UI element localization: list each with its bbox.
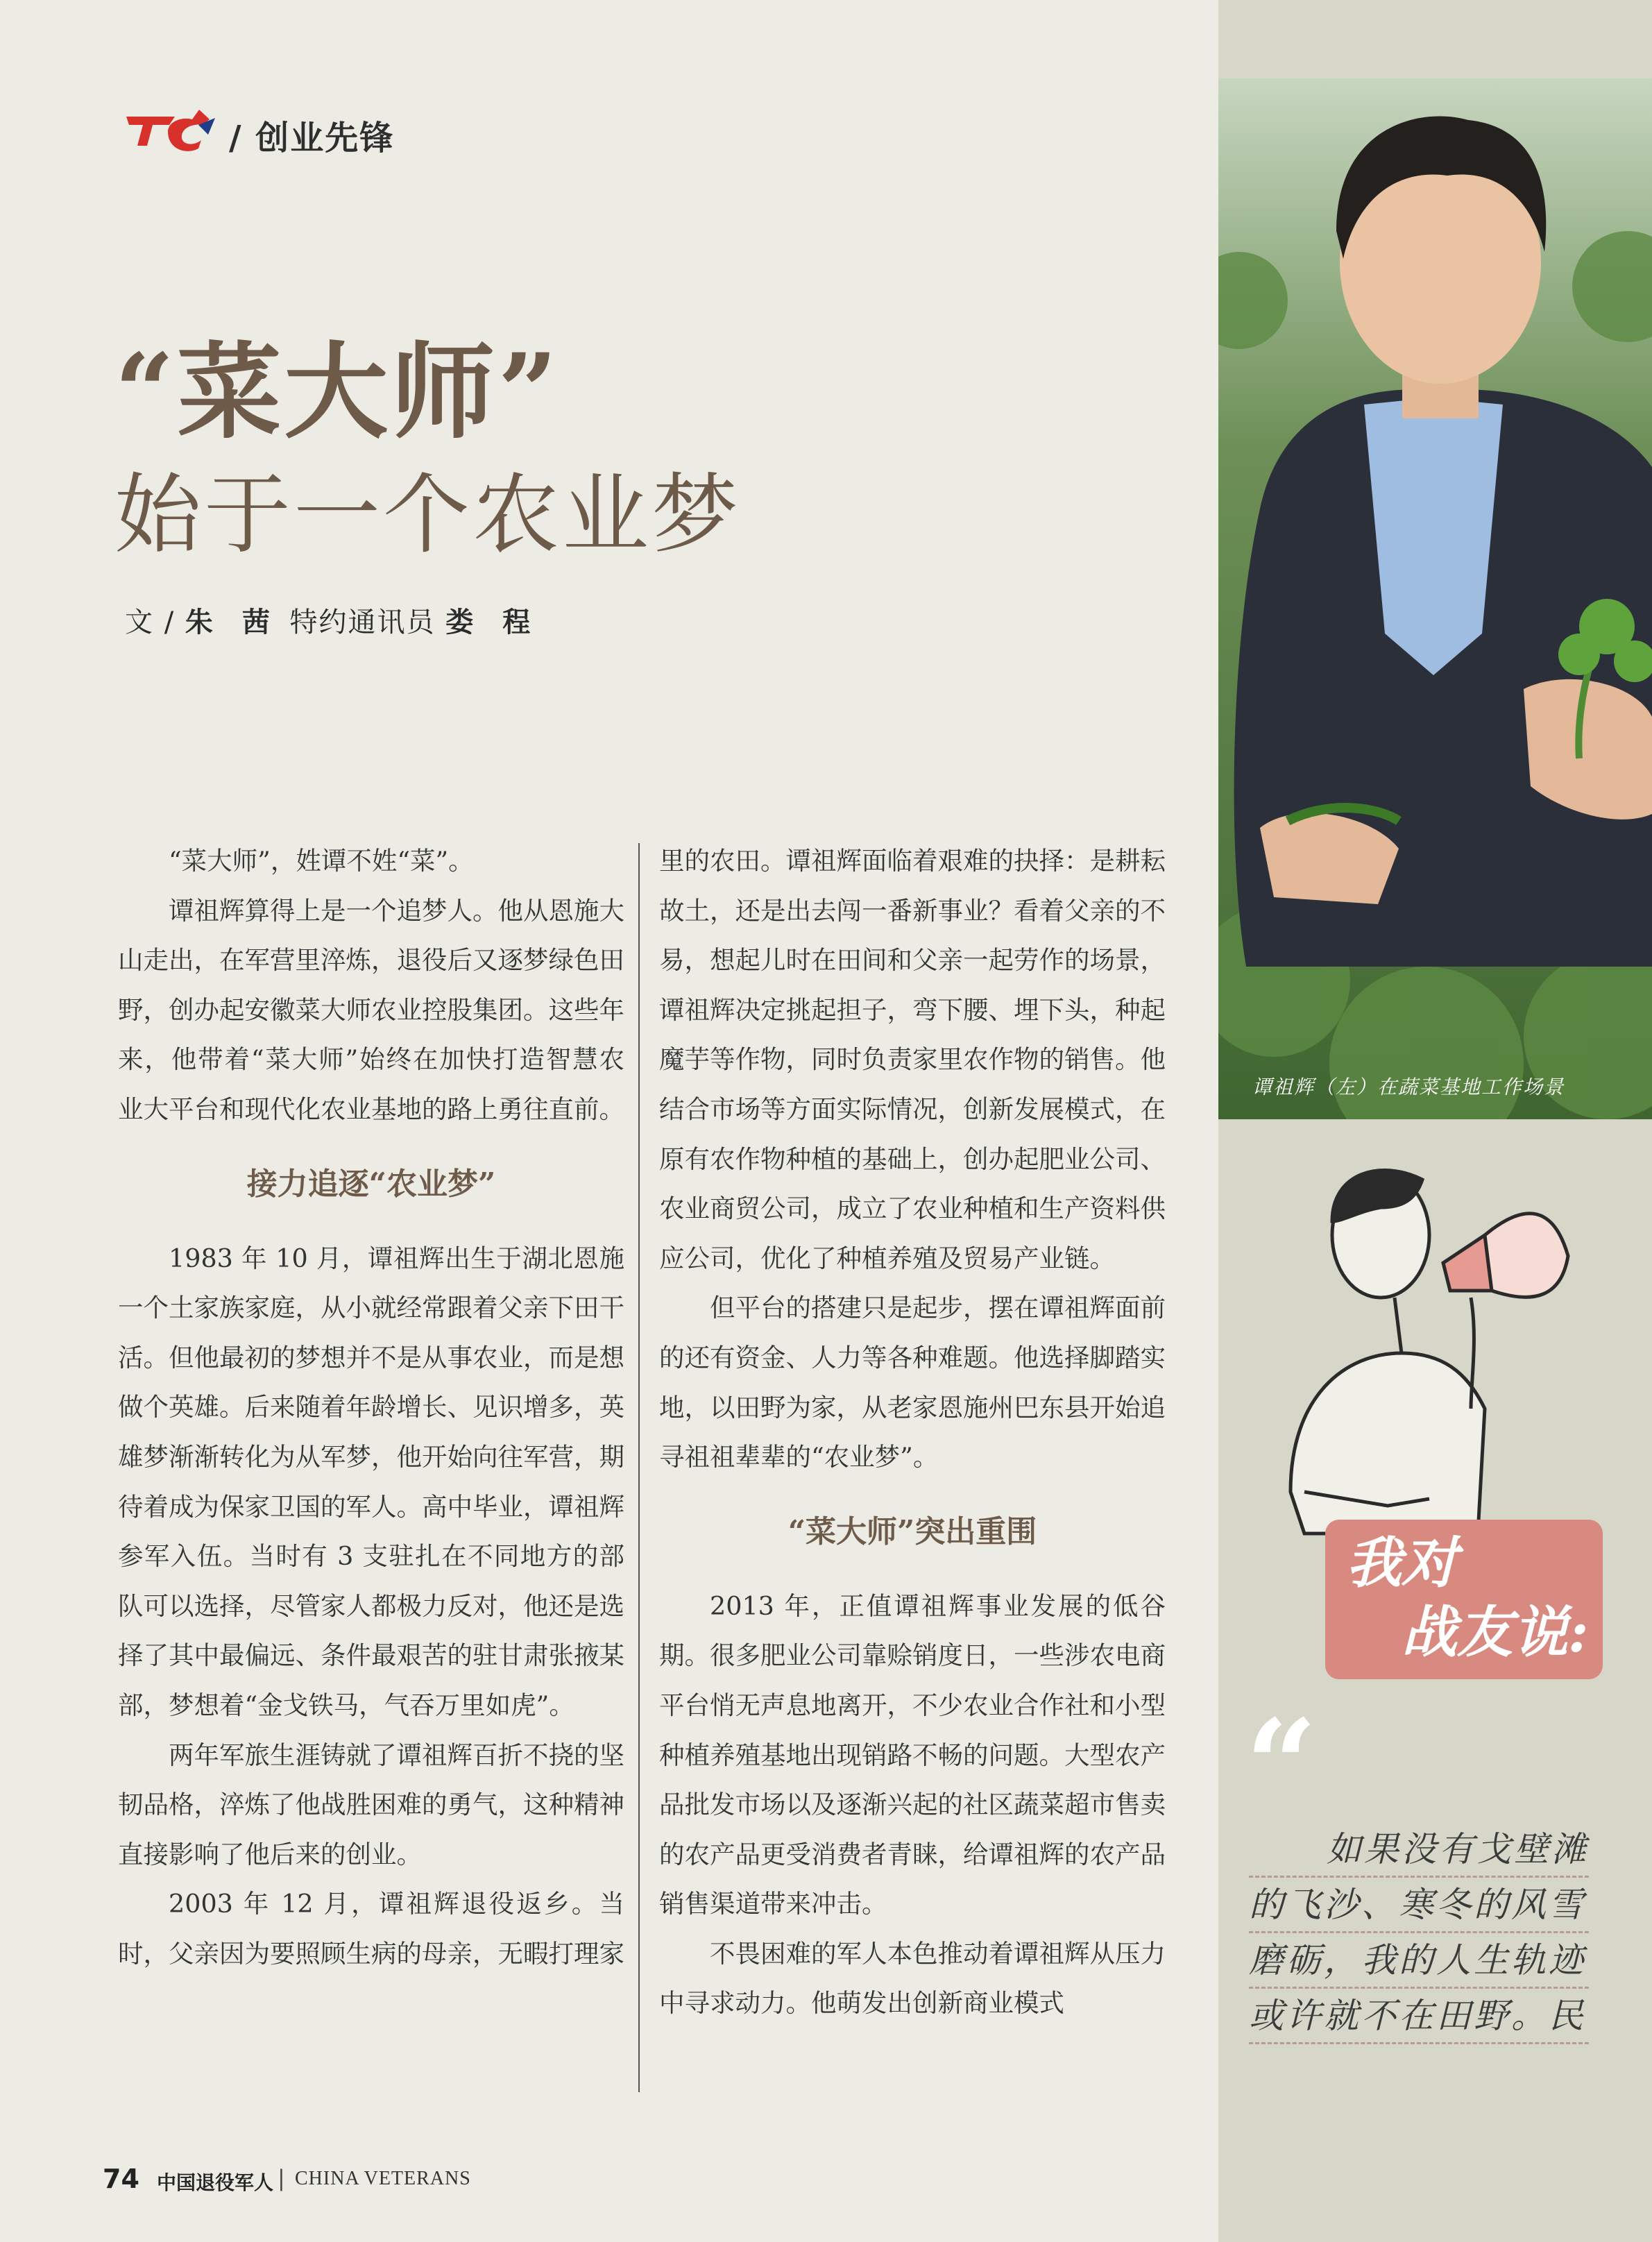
quote-line: 的飞沙、寒冬的风雪 <box>1249 1877 1589 1933</box>
section-label: / 创业先锋 <box>229 119 395 158</box>
paragraph: 1983 年 10 月，谭祖辉出生于湖北恩施一个土家族家庭，从小就经常跟着父亲下田干活。但他最初的梦想并不是从事农业，而是想做个英雄。后来随着年龄增长、见识增多，英雄梦渐渐转化为从军梦，他开始向往军营，期待着成为保家卫国的军人。高中毕业，谭祖辉参军入伍。当时有 3 支驻扎在不同地方的部队可以选择，尽管家人都极力反对，他还是选择了其中最偏远、条件最艰苦的驻甘肃张掖某部，梦想着“金戈铁马，气吞万里如虎”。 <box>118 1243 624 1720</box>
illus-title-line2: 战友说: <box>1402 1599 1589 1665</box>
paragraph: 两年军旅生涯铸就了谭祖辉百折不挠的坚韧品格，淬炼了他战胜困难的勇气，这种精神直接影响了他后来的创业。 <box>118 1740 624 1869</box>
page-number: 74 <box>103 2164 139 2194</box>
paragraph: 不畏困难的军人本色推动着谭祖辉从压力中寻求动力。他萌发出创新商业模式 <box>659 1938 1166 2019</box>
paragraph: 里的农田。谭祖辉面临着艰难的抉择：是耕耘故土，还是出去闯一番新事业？看着父亲的不易，想起儿时在田间和父亲一起劳作的场景，谭祖辉决定挑起担子，弯下腰、埋下头，种起魔芋等作物，同时负责家里农作物的销售。他结合市场等方面实际情况，创新发展模式，在原有农作物种植的基础上，创办起肥业公司、农业商贸公司，成立了农业种植和生产资料供应公司，优化了种植养殖及贸易产业链。 <box>659 846 1166 1273</box>
section-heading: 接力追逐“农业梦” <box>246 1166 496 1202</box>
magazine-english-name: CHINA VETERANS <box>295 2168 471 2189</box>
paragraph: “菜大师”，姓谭不姓“菜”。 <box>169 846 474 876</box>
paragraph: 谭祖辉算得上是一个追梦人。他从恩施大山走出，在军营里淬炼，退役后又逐梦绿色田野，创办起安徽菜大师农业控股集团。这些年来，他带着“菜大师”始终在加快打造智慧农业大平台和现代化农业基地的路上勇往直前。 <box>118 895 624 1124</box>
quote-line: 磨砺，我的人生轨迹 <box>1249 1933 1589 1989</box>
article-subtitle: 始于一个农业梦 <box>114 465 741 566</box>
paragraph: 2013 年，正值谭祖辉事业发展的低谷期。很多肥业公司靠赊销度日，一些涉农电商平台悄无声息地离开，不少农业合作社和小型种植养殖基地出现销路不畅的问题。大型农产品批发市场以及逐渐兴起的社区蔬菜超市售卖的农产品更受消费者青睐，给谭祖辉的农产品销售渠道带来冲击。 <box>659 1590 1166 1919</box>
byline-prefix: 文 / <box>125 606 185 638</box>
quote-mark-icon: “ <box>1245 1692 1318 1839</box>
article-column-left <box>118 836 624 1978</box>
photo-caption: 谭祖辉（左）在蔬菜基地工作场景 <box>1252 1076 1565 1098</box>
byline-mid: 特约通讯员 <box>279 606 446 638</box>
article-column-right <box>659 836 1166 2028</box>
byline-correspondent: 娄 程 <box>445 606 540 638</box>
section-heading: “菜大师”突出重围 <box>787 1513 1037 1549</box>
magazine-logo <box>126 104 216 154</box>
quote-line: 或许就不在田野。民 <box>1249 1988 1589 2044</box>
portrait-photo <box>1218 78 1652 1119</box>
megaphone-man-illustration <box>1263 1145 1610 1686</box>
footer-separator: | <box>278 2165 285 2191</box>
byline-author: 朱 茜 <box>185 606 280 638</box>
paragraph: 但平台的搭建只是起步，摆在谭祖辉面前的还有资金、人力等各种难题。他选择脚踏实地，以田野为家，从老家恩施州巴东县开始追寻祖祖辈辈的“农业梦”。 <box>659 1293 1166 1472</box>
magazine-name: 中国退役军人 <box>157 2171 274 2194</box>
illus-title-line1: 我对 <box>1346 1530 1457 1595</box>
paragraph: 2003 年 12 月，谭祖辉退役返乡。当时，父亲因为要照顾生病的母亲，无暇打理家 <box>118 1889 624 1969</box>
column-divider <box>638 843 640 2092</box>
byline <box>125 600 540 640</box>
article-title: “菜大师” <box>114 331 561 453</box>
quote-line: 如果没有戈壁滩 <box>1249 1821 1589 1878</box>
